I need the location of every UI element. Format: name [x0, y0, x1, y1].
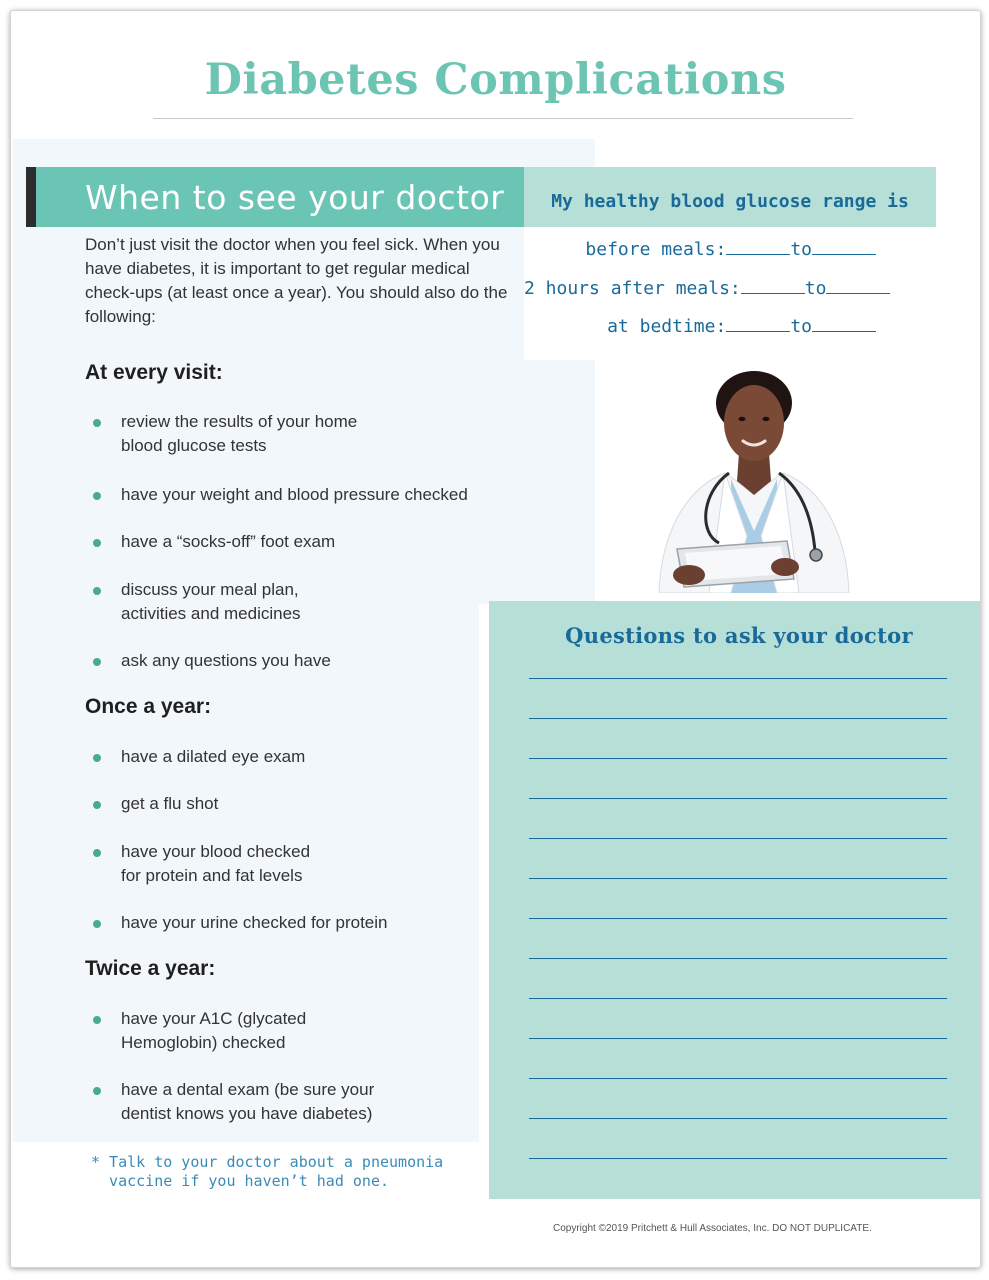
section-header-title: When to see your doctor	[85, 178, 505, 217]
glucose-row-after-meals	[524, 278, 876, 299]
glucose-range-header	[524, 167, 936, 227]
glucose-blank-low[interactable]	[741, 279, 805, 294]
list-item-text: have a “socks-off” foot exam	[121, 532, 336, 551]
list-item-text: ask any questions you have	[121, 651, 331, 670]
question-line[interactable]	[529, 918, 947, 919]
question-line[interactable]	[529, 958, 947, 959]
list-item-text: get a flu shot	[121, 794, 219, 813]
glucose-row-to: to	[790, 239, 812, 260]
glucose-row-bedtime	[524, 316, 876, 337]
header-accent-stripe	[26, 167, 36, 227]
glucose-blank-low[interactable]	[726, 240, 790, 255]
question-line[interactable]	[529, 678, 947, 679]
list-item-text: have your A1C (glycated Hemoglobin) checked	[121, 1009, 307, 1052]
glucose-row-label: before meals:	[585, 239, 727, 260]
question-line[interactable]	[529, 1118, 947, 1119]
question-line[interactable]	[529, 838, 947, 839]
list-item-text: have a dilated eye exam	[121, 747, 306, 766]
glucose-blank-high[interactable]	[826, 279, 890, 294]
handout-page	[10, 10, 981, 1268]
glucose-range-heading: My healthy blood glucose range is	[551, 191, 909, 212]
glucose-row-label: 2 hours after meals:	[524, 278, 741, 299]
page-title: Diabetes Complications	[204, 55, 787, 105]
bullet-dot-icon	[93, 754, 101, 762]
question-line[interactable]	[529, 1078, 947, 1079]
bullet-dot-icon	[93, 419, 101, 427]
bullet-dot-icon	[93, 587, 101, 595]
list-item-text: have your blood checked for protein and fat levels	[121, 842, 311, 885]
question-line[interactable]	[529, 1038, 947, 1039]
heading-every-visit: At every visit:	[85, 361, 223, 384]
questions-panel	[489, 601, 981, 1199]
bullet-dot-icon	[93, 492, 101, 500]
list-item-text: discuss your meal plan, activities and medicines	[121, 580, 301, 623]
questions-title: Questions to ask your doctor	[565, 623, 913, 648]
pneumonia-footnote: * Talk to your doctor about a pneumonia vaccine if you haven’t had one.	[91, 1153, 444, 1190]
bullet-dot-icon	[93, 849, 101, 857]
bullet-dot-icon	[93, 1087, 101, 1095]
heading-once-a-year: Once a year:	[85, 695, 212, 718]
list-item-text: have your urine checked for protein	[121, 913, 388, 932]
list-item-text: review the results of your home blood glucose tests	[121, 412, 358, 455]
bullet-dot-icon	[93, 539, 101, 547]
bullet-dot-icon	[93, 920, 101, 928]
question-line[interactable]	[529, 758, 947, 759]
list-item-text: have your weight and blood pressure checked	[121, 485, 468, 504]
intro-paragraph: Don’t just visit the doctor when you feel sick. When you have diabetes, it is important to get regular medical check-ups (at least once a year). You should also do the following:	[85, 235, 508, 326]
glucose-row-to: to	[790, 316, 812, 337]
heading-twice-a-year: Twice a year:	[85, 957, 216, 980]
copyright-notice: Copyright ©2019 Pritchett & Hull Associates, Inc. DO NOT DUPLICATE.	[553, 1223, 872, 1234]
glucose-row-to: to	[804, 278, 827, 299]
glucose-range-box	[524, 167, 936, 360]
question-line[interactable]	[529, 1158, 947, 1159]
question-line[interactable]	[529, 998, 947, 999]
list-item-text: have a dental exam (be sure your dentist knows you have diabetes)	[121, 1080, 375, 1123]
glucose-blank-high[interactable]	[812, 317, 876, 332]
glucose-blank-low[interactable]	[726, 317, 790, 332]
question-line[interactable]	[529, 718, 947, 719]
question-line[interactable]	[529, 878, 947, 879]
glucose-row-label: at bedtime:	[607, 316, 727, 337]
bullet-dot-icon	[93, 1016, 101, 1024]
question-line[interactable]	[529, 798, 947, 799]
bullet-dot-icon	[93, 801, 101, 809]
doctor-illustration	[639, 361, 869, 593]
title-divider	[153, 118, 853, 119]
bullet-dot-icon	[93, 658, 101, 666]
glucose-blank-high[interactable]	[812, 240, 876, 255]
glucose-row-before-meals	[524, 239, 876, 260]
